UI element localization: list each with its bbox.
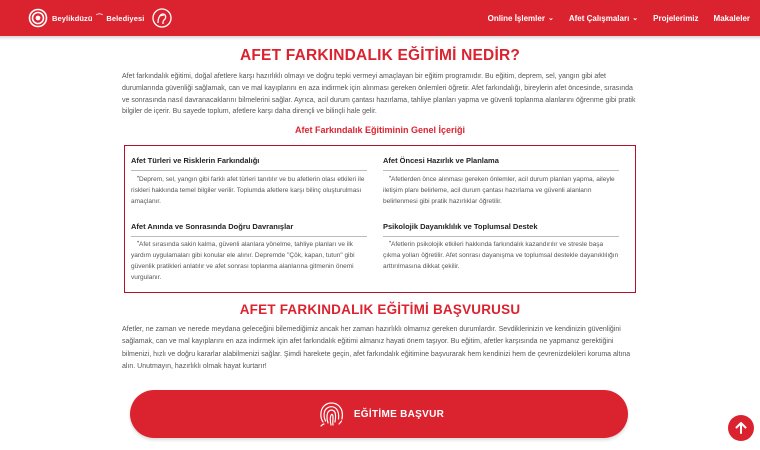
top-navigation-bar [0, 0, 760, 36]
topic-title: Psikolojik Dayanıklılık ve Toplumsal Destek [383, 222, 538, 231]
topic-title: Afet Öncesi Hazırlık ve Planlama [383, 156, 499, 165]
apply-paragraph: Afetler, ne zaman ve nerede meydana geleceğini bilemediğimiz ancak her zaman hazırlıklı olmamız gereken durumlardır. Sevdiklerinizin ve kendinizin güvenliğini sağlamak, can ve mal kayıplarını en aza indirmek için afet farkındalık eğitimi almanız hayati önem taşıyor. Bu eğitim, afetler karşısında ne yapmanız gerektiğini bilmenizi, hızlı ve doğru kararlar alabilmenizi sağlar. Şimdi harekete geçin, afet farkındalık eğitimine başvurarak hem kendinizi hem de çevrenizdekileri koruma altına alın. Unutmayın, hazırlıklı olmak hayat kurtarır! [122, 326, 631, 371]
nav-label: Makaleler [713, 13, 750, 23]
fingerprint-icon [314, 397, 348, 431]
bullet-icon: • [137, 240, 140, 246]
nav-afet-calismalari[interactable] [569, 14, 638, 23]
bullet-icon: • [389, 175, 392, 181]
main-menu [488, 14, 750, 23]
intro-paragraph: Afet farkındalık eğitimi, doğal afetlere karşı hazırlıklı olmayı ve doğru tepki vermeyi amaçlayan bir eğitim programıdır. Bu eğitim, deprem, sel, yangın gibi afet durumlarında güvenliği sağlamak, can ve mal kayıplarını en aza indirmek için alınması gereken önlemleri öğretir. Afet farkındalığı, bireylerin afet öncesinde, sırasında ve sonrasında nasıl davranacaklarını bilmelerini sağlar. Ayrıca, acil durum çantası hazırlama, tahliye planları yapma ve güvenli toplanma alanlarını öğrenme gibi pratik bilgiler de içerir. Bu sayede toplum, afetlere karşı daha dirençli ve bilinçli hale gelir. [122, 73, 636, 116]
chevron-down-icon: ⌄ [547, 14, 554, 22]
scroll-to-top-button[interactable] [728, 415, 754, 441]
nav-label: Projelerimiz [653, 13, 699, 23]
municipality-logo-icon [28, 8, 48, 28]
content-heading: Afet Farkındalık Eğitiminin Genel İçeriği [294, 125, 466, 135]
brand-logo-link[interactable] [28, 8, 172, 28]
nav-online-islemler[interactable] [488, 14, 554, 23]
apply-title: AFET FARKINDALIK EĞİTİMİ BAŞVURUSU [239, 302, 521, 317]
brand-name-2: Belediyesi [106, 13, 145, 23]
arrow-up-icon [734, 421, 748, 435]
nav-makaleler[interactable] [714, 14, 750, 23]
page-title: AFET FARKINDALIK EĞİTİMİ NEDİR? [239, 47, 521, 64]
divider [383, 170, 619, 171]
brand-swoosh: ⁀ [96, 15, 103, 22]
topic-text: Afet sırasında sakin kalma, güvenli alanlara yönelme, tahliye planları ve ilk yardım uygulamaları gibi konular ele alınır. Depremde "Çök, kapan, tutun" gibi güvenlik pratikleri anlatılır ve afet sonrası toplanma alanlarına gitmenin önemi vurgulanır. [131, 241, 355, 281]
divider [131, 236, 367, 237]
topic-text: Afetlerden önce alınması gereken önlemler, acil durum planları yapma, aileyle iletişim planı belirleme, acil durum çantası hazırlama ve güvenli alanların belirlenmesi gibi pratik hazırlıklar öğretilir. [383, 176, 615, 205]
divider [131, 170, 367, 171]
apply-button[interactable] [130, 390, 628, 438]
divider [383, 236, 619, 237]
nav-projelerimiz[interactable] [653, 14, 698, 23]
topic-text: Deprem, sel, yangın gibi farklı afet türleri tanıtılır ve bu afetlerin olası etkileri ile riskleri hakkında temel bilgiler verilir. Toplumda afetlere karşı bilinç oluşturulması amaçlanır. [131, 176, 365, 205]
topic-title: Afet Türleri ve Risklerin Farkındalığı [131, 156, 260, 165]
topic-title: Afet Anında ve Sonrasında Doğru Davranışlar [131, 222, 294, 231]
apply-button-label: EĞİTİME BAŞVUR [353, 408, 445, 420]
ataturk-portrait-icon [152, 8, 172, 28]
brand-name-1: Beylikdüzü [52, 13, 93, 23]
nav-label: Online İşlemler [487, 13, 545, 23]
bullet-icon: • [389, 240, 392, 246]
nav-label: Afet Çalışmaları [568, 13, 630, 23]
chevron-down-icon: ⌄ [632, 14, 639, 22]
topic-text: Afetlerin psikolojik etkileri hakkında farkındalık kazandırılır ve stresle başa çıkma yolları öğretilir. Afet sonrası dayanışma ve toplumsal destekle dayanıklılığın arttırılmasına dikkat çekilir. [383, 241, 619, 270]
bullet-icon: • [137, 175, 140, 181]
topics-box [124, 145, 636, 293]
